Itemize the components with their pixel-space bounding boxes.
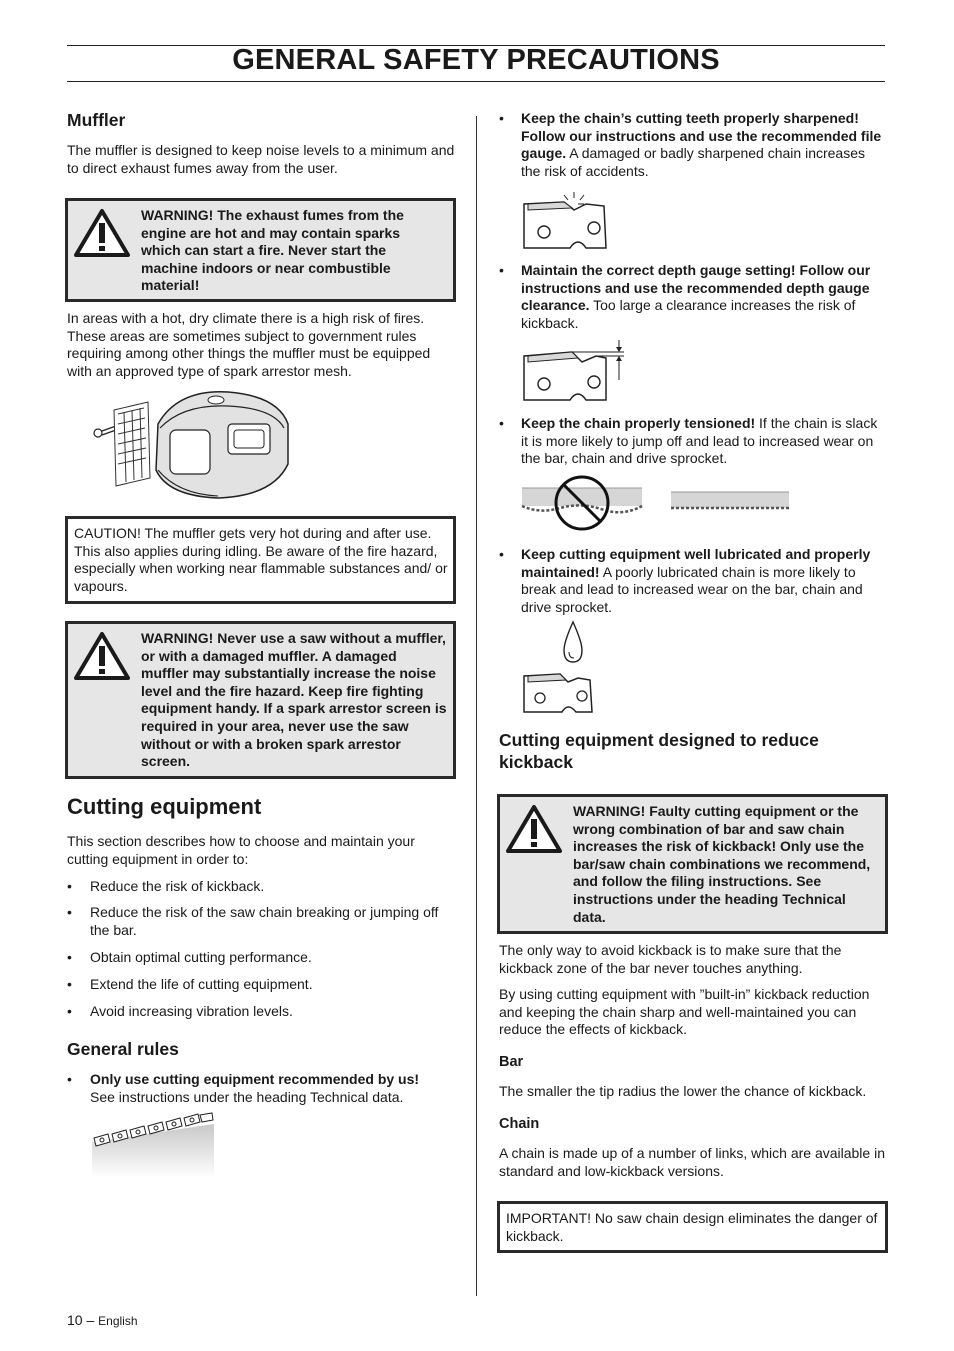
important-text: IMPORTANT! No saw chain design eliminates the danger of kickback.	[506, 1210, 878, 1244]
warning-text-exhaust: WARNING! The exhaust fumes from the engine are hot and may contain sparks which can start a fire. Never start the machine indoors or near combustible material!	[141, 207, 404, 294]
bullet-lubrication: • Keep cutting equipment well lubricated and properly maintained! A poorly lubricated chain is more likely to break and lead to increased wear on the bar, chain and drive sprocket.	[499, 546, 871, 615]
title-underline	[67, 81, 885, 82]
warning-box-exhaust	[65, 198, 456, 302]
general-rules-heading: General rules	[67, 1039, 179, 1059]
caution-box-muffler	[65, 516, 456, 604]
list-item: • Avoid increasing vibration levels.	[67, 1003, 293, 1019]
column-divider	[476, 116, 477, 1296]
list-item: • Obtain optimal cutting performance.	[67, 949, 312, 965]
warning-text-muffler: WARNING! Never use a saw without a muffler, or with a damaged muffler. A damaged muffler may substantially increase the noise level and the fire hazard. Keep fire fighting equipment handy. If a spark arrestor screen is required in your area, never use the saw without or with a broken spark arrestor screen.	[141, 630, 447, 770]
tooth-lubricated-illustration	[520, 668, 596, 716]
bullet-depth-gauge: • Maintain the correct depth gauge setting! Follow our instructions and use the recommended depth gauge clearance. Too large a clearance increases the risk of kickback.	[499, 262, 871, 331]
bullet-sharpen: • Keep the chain’s cutting teeth properly sharpened! Follow our instructions and use the recommended file gauge. A damaged or badly sharpened chain increases the risk of accidents.	[499, 110, 882, 179]
warning-box-muffler	[65, 621, 456, 779]
list-item: • Reduce the risk of kickback.	[67, 878, 265, 894]
page-number: 10 –	[67, 1312, 95, 1328]
chain-heading: Chain	[499, 1116, 540, 1132]
bullet-tension: • Keep the chain properly tensioned! If the chain is slack it is more likely to jump off and lead to increased wear on the bar, chain and drive sprocket.	[499, 415, 878, 467]
hot-climate-text: In areas with a hot, dry climate there is a high risk of fires. These areas are sometimes subject to government rules requiring among other things the muffler must be equipped with an approved type of spark arrestor mesh.	[67, 310, 431, 379]
tensioned-chain-illustration	[670, 488, 790, 516]
warning-box-kickback	[497, 794, 888, 934]
caution-text: CAUTION! The muffler gets very hot during and after use. This also applies during idling. Be aware of the fire hazard, especially when working near flammable substances and/ or vapours.	[74, 525, 448, 594]
tooth-illustration	[520, 190, 610, 254]
list-item: • Extend the life of cutting equipment.	[67, 976, 313, 992]
muffler-intro: The muffler is designed to keep noise levels to a minimum and to direct exhaust fumes away from the user.	[67, 142, 455, 176]
bar-text: The smaller the tip radius the lower the chance of kickback.	[499, 1083, 867, 1099]
oil-drop-icon	[560, 620, 586, 664]
warning-text-kickback: WARNING! Faulty cutting equipment or the wrong combination of bar and saw chain increases the risk of kickback! Only use the bar/saw chain combinations we recommend, and follow the filing instructions. See instructions under the heading Technical data.	[573, 803, 871, 925]
page-title: GENERAL SAFETY PRECAUTIONS	[232, 44, 720, 76]
muffler-heading: Muffler	[67, 110, 126, 130]
important-box	[497, 1201, 888, 1253]
footer-language: English	[98, 1314, 138, 1328]
depth-gauge-illustration	[520, 338, 632, 406]
kickback-heading: Cutting equipment designed to reduce kickback	[499, 730, 819, 772]
list-item: • Reduce the risk of the saw chain breaking or jumping off the bar.	[67, 904, 439, 938]
built-in-text: By using cutting equipment with ”built-in” kickback reduction and keeping the chain sharp and well-maintained you can reduce the effects of kickback.	[499, 986, 870, 1038]
warning-triangle-icon	[74, 208, 130, 258]
cutting-equipment-heading: Cutting equipment	[67, 794, 262, 819]
chain-illustration	[90, 1112, 216, 1178]
warning-triangle-icon	[506, 804, 562, 854]
muffler-illustration	[88, 384, 293, 502]
general-rules-item: • Only use cutting equipment recommended by us! See instructions under the heading Technical data.	[67, 1071, 420, 1105]
warning-triangle-icon	[74, 631, 130, 681]
bar-heading: Bar	[499, 1054, 524, 1070]
slack-chain-illustration	[520, 472, 644, 534]
chain-text: A chain is made up of a number of links, which are available in standard and low-kickback versions.	[499, 1145, 885, 1179]
cutting-intro: This section describes how to choose and maintain your cutting equipment in order to:	[67, 833, 415, 867]
page-footer	[67, 1312, 138, 1328]
only-way-text: The only way to avoid kickback is to make sure that the kickback zone of the bar never touches anything.	[499, 942, 842, 976]
